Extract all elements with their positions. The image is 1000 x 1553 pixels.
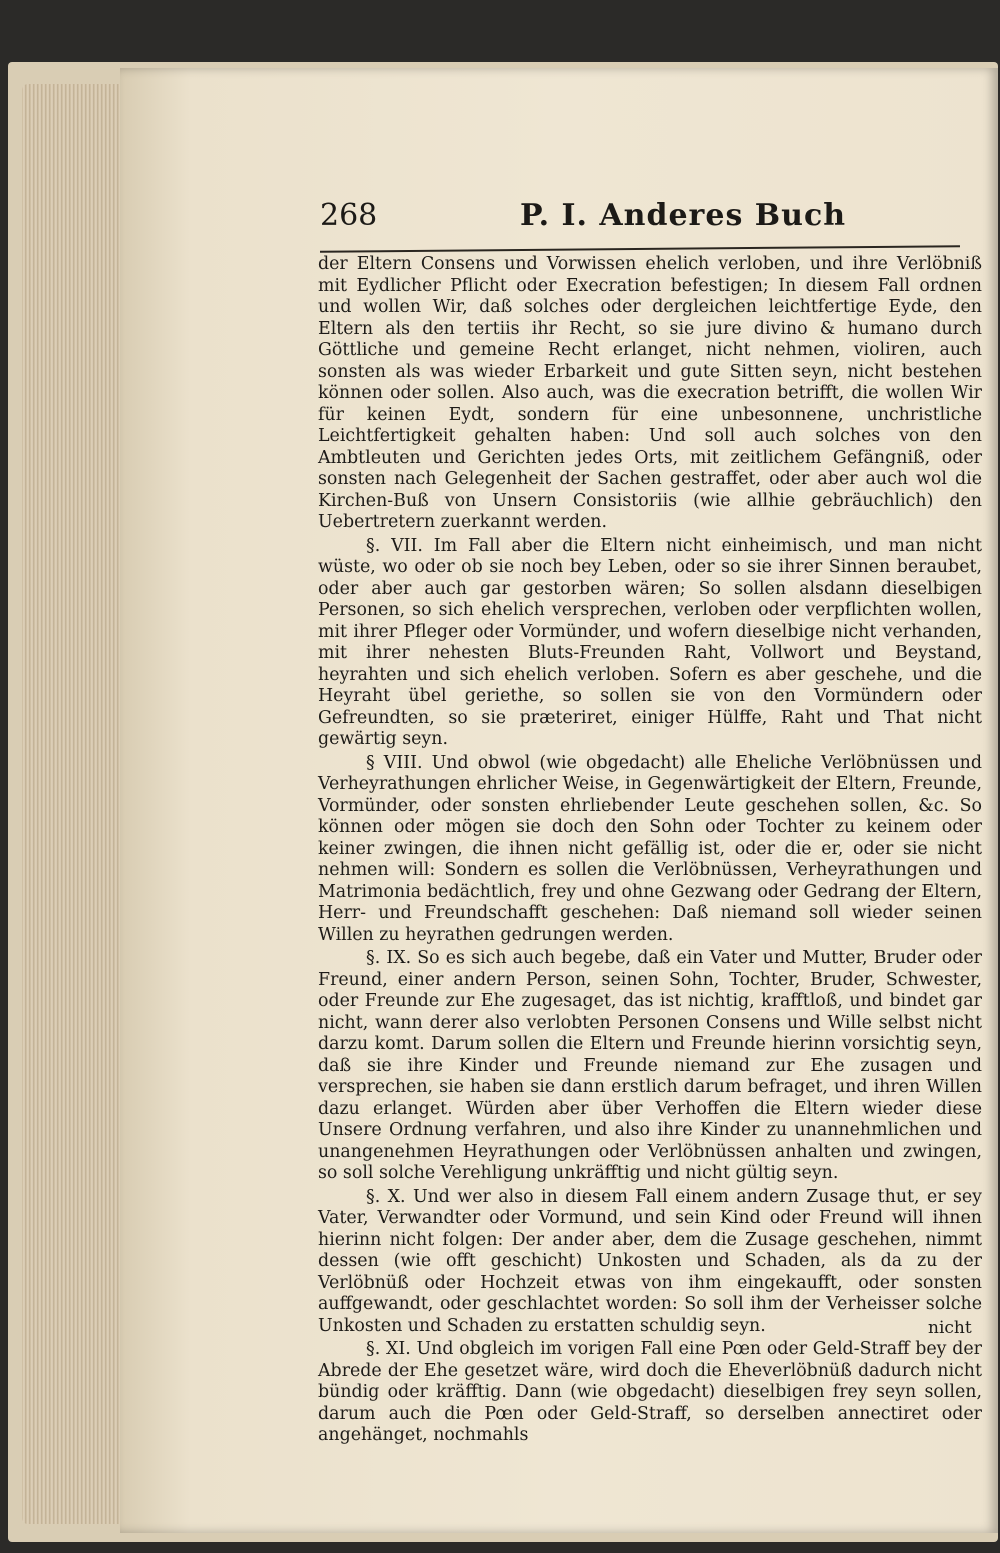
body-text: [318, 254, 982, 1449]
running-head: P. I. Anderes Buch: [520, 198, 847, 233]
paragraph-section-xi: §. XI. Und obgleich im vorigen Fall eine Pœn oder Geld-Straff bey der Abrede der Ehe gesetzet wäre, wird doch die Eheverlöbnüß dadurch nicht bündig oder kräfftig. Dann (wie obgedacht) dieselbigen frey seyn sollen, darum auch die Pœn oder Geld-Straff, so derselben annectiret oder angehänget, nochmahls: [318, 1339, 982, 1445]
paragraph-section-viii: § VIII. Und obwol (wie obgedacht) alle Eheliche Verlöbnüssen und Verheyrathungen ehrlicher Weise, in Gegenwärtigkeit der Eltern, Freunde, Vormünder, oder sonsten ehrliebender Leute geschehen sollen, &c. So können oder mögen sie doch den Sohn oder Tochter zu keinem oder keiner zwingen, die ihnen nicht gefällig ist, oder die er, oder sie nicht nehmen will: Sondern es sollen die Verlöbnüssen, Verheyrathungen und Matrimonia bedächtlich, frey und ohne Gezwang oder Gedrang der Eltern, Herr- und Freundschafft geschehen: Daß niemand soll wieder seinen Willen zu heyrathen gedrungen werden.: [318, 752, 982, 945]
catchword: nicht: [928, 1318, 972, 1338]
paragraph-section-vii: §. VII. Im Fall aber die Eltern nicht einheimisch, und man nicht wüste, wo oder ob sie noch bey Leben, oder so sie ihrer Sinnen beraubet, oder aber auch gar gestorben wären; So sollen alsdann dieselbigen Personen, so sich ehelich versprechen, verloben oder verpflichten wollen, mit ihrer Pfleger oder Vormünder, und wofern dieselbige nicht verhanden, mit ihrer nehesten Bluts-Freunden Raht, Vollwort und Beystand, heyrahten und sich ehelich verloben. Sofern es aber geschehe, und die Heyraht übel geriethe, so sollen sie von den Vormündern oder Gefreundten, so sie præteriret, einiger Hülffe, Raht und That nicht gewärtig seyn.: [318, 535, 982, 749]
paragraph-section-x: §. X. Und wer also in diesem Fall einem andern Zusage thut, er sey Vater, Verwandter oder Vormund, und sein Kind oder Freund will ihnen hierinn nicht folgen: Der ander aber, dem die Zusage geschehen, nimmt dessen (wie offt geschicht) Unkosten und Schaden, als da zu der Verlöbnüß oder Hochzeit etwas von ihm eingekaufft, oder sonsten auffgewandt, oder geschlachtet worden: So soll ihm der Verheisser solche Unkosten und Schaden zu erstatten schuldig seyn.: [318, 1186, 982, 1336]
paragraph-section-ix: §. IX. So es sich auch begebe, daß ein Vater und Mutter, Bruder oder Freund, einer andern Person, seinen Sohn, Tochter, Bruder, Schwester, oder Freunde zur Ehe zugesaget, das ist nichtig, krafftloß, und bindet gar nicht, wann derer also verlobten Personen Consens und Wille selbst nicht darzu komt. Darum sollen die Eltern und Freunde hierinn vorsichtig seyn, daß sie ihre Kinder und Freunde niemand zur Ehe zusagen und versprechen, sie haben sie dann erstlich darum befraget, und ihren Willen dazu erlanget. Würden aber über Verhoffen die Eltern wieder diese Unsere Ordnung verfahren, und also ihre Kinder zu unannehmlichen und unangenehmen Heyrathungen oder Verlöbnüssen anhalten und zwingen, so soll solche Verehligung unkräfftig und nicht gültig seyn.: [318, 948, 982, 1183]
page-number: 268: [320, 198, 378, 233]
page-header: [320, 198, 970, 248]
page-edges: [22, 84, 122, 1524]
paragraph: der Eltern Consens und Vorwissen ehelich verloben, und ihre Verlöbniß mit Eydlicher Pflicht oder Execration befestigen; In diesem Fall ordnen und wollen Wir, daß solches oder dergleichen leichtfertige Eyde, den Eltern als den tertiis ihr Recht, so sie jure divino & humano durch Göttliche und gemeine Recht erlanget, nicht nehmen, violiren, auch sonsten als was wieder Erbarkeit und gute Sitten seyn, nicht bestehen können oder sollen. Also auch, was die execration betrifft, die wollen Wir für keinen Eydt, sondern für eine unbesonnene, unchristliche Leichtfertigkeit gehalten haben: Und soll auch solches von den Ambtleuten und Gerichten jedes Orts, mit zeitlichem Gefängniß, oder sonsten nach Gelegenheit der Sachen gestraffet, oder aber auch wol die Kirchen-Buß von Unsern Consistoriis (wie allhie gebräuchlich) den Uebertretern zuerkannt werden.: [318, 254, 982, 532]
